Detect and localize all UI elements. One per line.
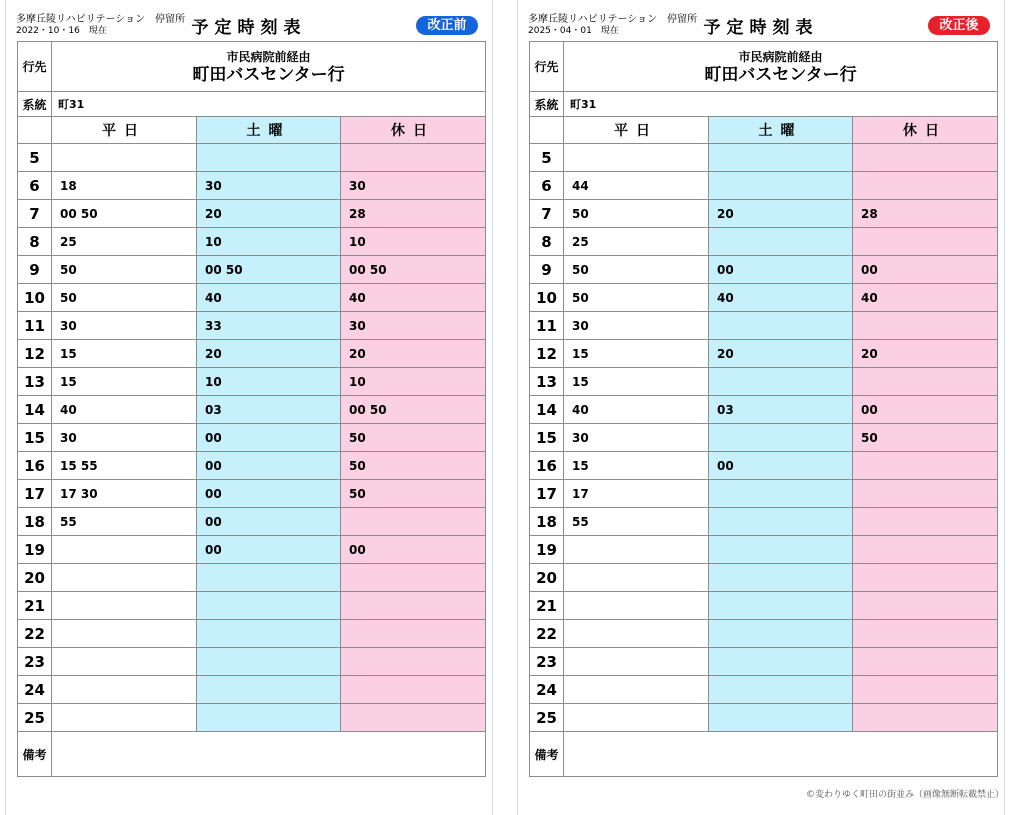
memo-label: 備考 (18, 732, 52, 777)
saturday-minutes (197, 648, 341, 676)
weekday-minutes (564, 536, 709, 564)
destination-label: 行先 (530, 42, 564, 92)
saturday-minutes: 00 50 (197, 256, 341, 284)
table-row (18, 452, 486, 480)
holiday-minutes: 28 (341, 200, 486, 228)
hour-cell: 10 (18, 284, 52, 312)
hour-cell: 13 (530, 368, 564, 396)
weekday-minutes (52, 592, 197, 620)
saturday-minutes (197, 704, 341, 732)
weekday-minutes: 00 50 (52, 200, 197, 228)
hour-cell: 16 (530, 452, 564, 480)
saturday-minutes: 00 (197, 452, 341, 480)
stop-name: 多摩丘陵リハビリテーション 停留所 (16, 14, 186, 25)
weekday-minutes (52, 144, 197, 172)
table-row (530, 564, 998, 592)
saturday-minutes (709, 144, 853, 172)
column-holiday: 休日 (853, 117, 998, 144)
header-spacer (530, 117, 564, 144)
saturday-minutes: 03 (197, 396, 341, 424)
hour-cell: 16 (18, 452, 52, 480)
table-row (18, 368, 486, 396)
holiday-minutes (853, 564, 998, 592)
weekday-minutes: 30 (564, 312, 709, 340)
weekday-minutes: 25 (52, 228, 197, 256)
table-row (530, 256, 998, 284)
table-row (18, 508, 486, 536)
hour-cell: 24 (18, 676, 52, 704)
via-text: 市民病院前経由 (226, 50, 311, 64)
effective-date: 2022・10・16 現在 (16, 26, 107, 36)
weekday-minutes (52, 704, 197, 732)
timetable-before (5, 0, 493, 815)
holiday-minutes (341, 144, 486, 172)
hour-cell: 10 (530, 284, 564, 312)
holiday-minutes (853, 144, 998, 172)
hour-cell: 8 (18, 228, 52, 256)
saturday-minutes: 10 (197, 228, 341, 256)
holiday-minutes (341, 676, 486, 704)
saturday-minutes: 30 (197, 172, 341, 200)
table-row (530, 172, 998, 200)
weekday-minutes: 55 (52, 508, 197, 536)
holiday-minutes: 40 (853, 284, 998, 312)
hour-cell: 12 (18, 340, 52, 368)
table-row (530, 648, 998, 676)
hour-cell: 19 (530, 536, 564, 564)
table-row (530, 368, 998, 396)
weekday-minutes (564, 648, 709, 676)
saturday-minutes (709, 172, 853, 200)
saturday-minutes (197, 620, 341, 648)
hour-cell: 5 (530, 144, 564, 172)
table-row (530, 508, 998, 536)
hour-cell: 13 (18, 368, 52, 396)
holiday-minutes (853, 676, 998, 704)
weekday-minutes (564, 144, 709, 172)
destination-text: 町田バスセンター行 (192, 65, 345, 85)
hour-cell: 8 (530, 228, 564, 256)
holiday-minutes (853, 508, 998, 536)
table-row (18, 480, 486, 508)
holiday-minutes: 10 (341, 368, 486, 396)
table-row (18, 284, 486, 312)
saturday-minutes (709, 592, 853, 620)
saturday-minutes (197, 144, 341, 172)
hour-cell: 14 (530, 396, 564, 424)
saturday-minutes (197, 676, 341, 704)
hour-cell: 23 (530, 648, 564, 676)
holiday-minutes: 00 (853, 396, 998, 424)
holiday-minutes (853, 452, 998, 480)
memo-cell (52, 732, 486, 777)
timetable-grid (529, 41, 998, 777)
weekday-minutes (52, 564, 197, 592)
weekday-minutes: 55 (564, 508, 709, 536)
via-text: 市民病院前経由 (738, 50, 823, 64)
holiday-minutes (853, 228, 998, 256)
saturday-minutes: 03 (709, 396, 853, 424)
hour-cell: 25 (18, 704, 52, 732)
saturday-minutes: 00 (709, 256, 853, 284)
copyright-credit: ©変わりゆく町田の街並み（画像無断転載禁止） (805, 790, 1004, 800)
weekday-minutes: 15 (52, 368, 197, 396)
memo-label: 備考 (530, 732, 564, 777)
holiday-minutes (853, 648, 998, 676)
saturday-minutes (709, 424, 853, 452)
holiday-minutes (853, 620, 998, 648)
holiday-minutes (341, 592, 486, 620)
destination-text: 町田バスセンター行 (704, 65, 857, 85)
holiday-minutes: 30 (341, 312, 486, 340)
table-row (18, 424, 486, 452)
memo-cell (564, 732, 998, 777)
table-row (18, 228, 486, 256)
table-row (530, 592, 998, 620)
saturday-minutes: 00 (197, 536, 341, 564)
column-weekday: 平日 (564, 117, 709, 144)
holiday-minutes (853, 480, 998, 508)
holiday-minutes: 50 (341, 452, 486, 480)
header-spacer (18, 117, 52, 144)
destination-cell (564, 42, 998, 92)
saturday-minutes (709, 620, 853, 648)
holiday-minutes: 28 (853, 200, 998, 228)
weekday-minutes: 15 (52, 340, 197, 368)
route-number: 町31 (564, 92, 998, 117)
column-weekday: 平日 (52, 117, 197, 144)
table-row (530, 144, 998, 172)
saturday-minutes (197, 592, 341, 620)
holiday-minutes: 30 (341, 172, 486, 200)
weekday-minutes: 50 (564, 200, 709, 228)
page-title: 予定時刻表 (191, 18, 307, 38)
effective-date: 2025・04・01 現在 (528, 26, 619, 36)
saturday-minutes (709, 564, 853, 592)
table-row (530, 676, 998, 704)
saturday-minutes: 20 (709, 200, 853, 228)
saturday-minutes: 00 (709, 452, 853, 480)
hour-cell: 18 (530, 508, 564, 536)
timetable-grid (17, 41, 486, 777)
weekday-minutes (52, 620, 197, 648)
weekday-minutes: 15 (564, 340, 709, 368)
holiday-minutes: 10 (341, 228, 486, 256)
hour-cell: 17 (530, 480, 564, 508)
hour-cell: 6 (18, 172, 52, 200)
table-row (18, 200, 486, 228)
saturday-minutes: 20 (197, 340, 341, 368)
weekday-minutes: 30 (52, 312, 197, 340)
holiday-minutes (853, 368, 998, 396)
saturday-minutes (709, 368, 853, 396)
table-row (530, 228, 998, 256)
saturday-minutes: 20 (197, 200, 341, 228)
holiday-minutes: 50 (341, 480, 486, 508)
table-row (18, 172, 486, 200)
column-saturday: 土曜 (197, 117, 341, 144)
hour-cell: 23 (18, 648, 52, 676)
hour-cell: 22 (18, 620, 52, 648)
table-row (530, 284, 998, 312)
weekday-minutes: 44 (564, 172, 709, 200)
destination-cell (52, 42, 486, 92)
saturday-minutes (709, 704, 853, 732)
holiday-minutes (853, 592, 998, 620)
table-row (530, 620, 998, 648)
column-holiday: 休日 (341, 117, 486, 144)
holiday-minutes (341, 508, 486, 536)
weekday-minutes: 18 (52, 172, 197, 200)
holiday-minutes: 50 (853, 424, 998, 452)
saturday-minutes: 00 (197, 480, 341, 508)
destination-label: 行先 (18, 42, 52, 92)
hour-cell: 22 (530, 620, 564, 648)
hour-cell: 7 (530, 200, 564, 228)
weekday-minutes (564, 704, 709, 732)
table-row (530, 536, 998, 564)
table-row (530, 480, 998, 508)
table-row (18, 564, 486, 592)
timetable-after (517, 0, 1005, 815)
table-row (530, 340, 998, 368)
holiday-minutes: 20 (853, 340, 998, 368)
revision-badge: 改正前 (416, 16, 478, 35)
table-row (18, 620, 486, 648)
saturday-minutes: 00 (197, 424, 341, 452)
hour-cell: 17 (18, 480, 52, 508)
table-row (530, 312, 998, 340)
holiday-minutes (853, 536, 998, 564)
saturday-minutes (709, 676, 853, 704)
page-title: 予定時刻表 (703, 18, 819, 38)
hour-cell: 11 (18, 312, 52, 340)
hour-cell: 21 (530, 592, 564, 620)
saturday-minutes (709, 228, 853, 256)
saturday-minutes (709, 508, 853, 536)
holiday-minutes (341, 620, 486, 648)
saturday-minutes: 33 (197, 312, 341, 340)
route-number: 町31 (52, 92, 486, 117)
hour-cell: 12 (530, 340, 564, 368)
weekday-minutes (52, 676, 197, 704)
route-label: 系統 (18, 92, 52, 117)
hour-cell: 19 (18, 536, 52, 564)
weekday-minutes (564, 592, 709, 620)
weekday-minutes: 17 30 (52, 480, 197, 508)
holiday-minutes (341, 648, 486, 676)
holiday-minutes (341, 564, 486, 592)
weekday-minutes: 50 (52, 256, 197, 284)
hour-cell: 9 (530, 256, 564, 284)
saturday-minutes: 20 (709, 340, 853, 368)
table-row (18, 704, 486, 732)
weekday-minutes: 50 (52, 284, 197, 312)
table-row (530, 424, 998, 452)
saturday-minutes: 10 (197, 368, 341, 396)
table-row (530, 396, 998, 424)
saturday-minutes: 00 (197, 508, 341, 536)
hour-cell: 5 (18, 144, 52, 172)
saturday-minutes (197, 564, 341, 592)
saturday-minutes (709, 312, 853, 340)
saturday-minutes (709, 648, 853, 676)
weekday-minutes: 40 (564, 396, 709, 424)
saturday-minutes (709, 480, 853, 508)
saturday-minutes: 40 (709, 284, 853, 312)
saturday-minutes: 40 (197, 284, 341, 312)
hour-cell: 9 (18, 256, 52, 284)
weekday-minutes (564, 620, 709, 648)
column-saturday: 土曜 (709, 117, 853, 144)
hour-cell: 21 (18, 592, 52, 620)
table-row (18, 396, 486, 424)
hour-cell: 15 (530, 424, 564, 452)
weekday-minutes: 30 (52, 424, 197, 452)
table-row (530, 200, 998, 228)
hour-cell: 15 (18, 424, 52, 452)
table-row (18, 648, 486, 676)
hour-cell: 20 (18, 564, 52, 592)
hour-cell: 6 (530, 172, 564, 200)
holiday-minutes: 00 50 (341, 396, 486, 424)
holiday-minutes: 40 (341, 284, 486, 312)
revision-badge: 改正後 (928, 16, 990, 35)
weekday-minutes (52, 536, 197, 564)
hour-cell: 7 (18, 200, 52, 228)
route-label: 系統 (530, 92, 564, 117)
weekday-minutes: 50 (564, 284, 709, 312)
holiday-minutes: 50 (341, 424, 486, 452)
hour-cell: 11 (530, 312, 564, 340)
holiday-minutes (853, 704, 998, 732)
holiday-minutes: 20 (341, 340, 486, 368)
weekday-minutes (52, 648, 197, 676)
table-row (18, 256, 486, 284)
weekday-minutes: 17 (564, 480, 709, 508)
table-row (530, 704, 998, 732)
holiday-minutes (853, 312, 998, 340)
table-row (530, 452, 998, 480)
weekday-minutes: 25 (564, 228, 709, 256)
hour-cell: 20 (530, 564, 564, 592)
weekday-minutes: 15 (564, 368, 709, 396)
hour-cell: 18 (18, 508, 52, 536)
table-row (18, 592, 486, 620)
hour-cell: 24 (530, 676, 564, 704)
holiday-minutes: 00 50 (341, 256, 486, 284)
hour-cell: 14 (18, 396, 52, 424)
weekday-minutes: 15 (564, 452, 709, 480)
holiday-minutes: 00 (341, 536, 486, 564)
weekday-minutes (564, 564, 709, 592)
weekday-minutes (564, 676, 709, 704)
holiday-minutes: 00 (853, 256, 998, 284)
holiday-minutes (853, 172, 998, 200)
table-row (18, 312, 486, 340)
weekday-minutes: 40 (52, 396, 197, 424)
table-row (18, 676, 486, 704)
weekday-minutes: 50 (564, 256, 709, 284)
weekday-minutes: 15 55 (52, 452, 197, 480)
weekday-minutes: 30 (564, 424, 709, 452)
table-row (18, 144, 486, 172)
holiday-minutes (341, 704, 486, 732)
table-row (18, 340, 486, 368)
saturday-minutes (709, 536, 853, 564)
hour-cell: 25 (530, 704, 564, 732)
stop-name: 多摩丘陵リハビリテーション 停留所 (528, 14, 698, 25)
table-row (18, 536, 486, 564)
